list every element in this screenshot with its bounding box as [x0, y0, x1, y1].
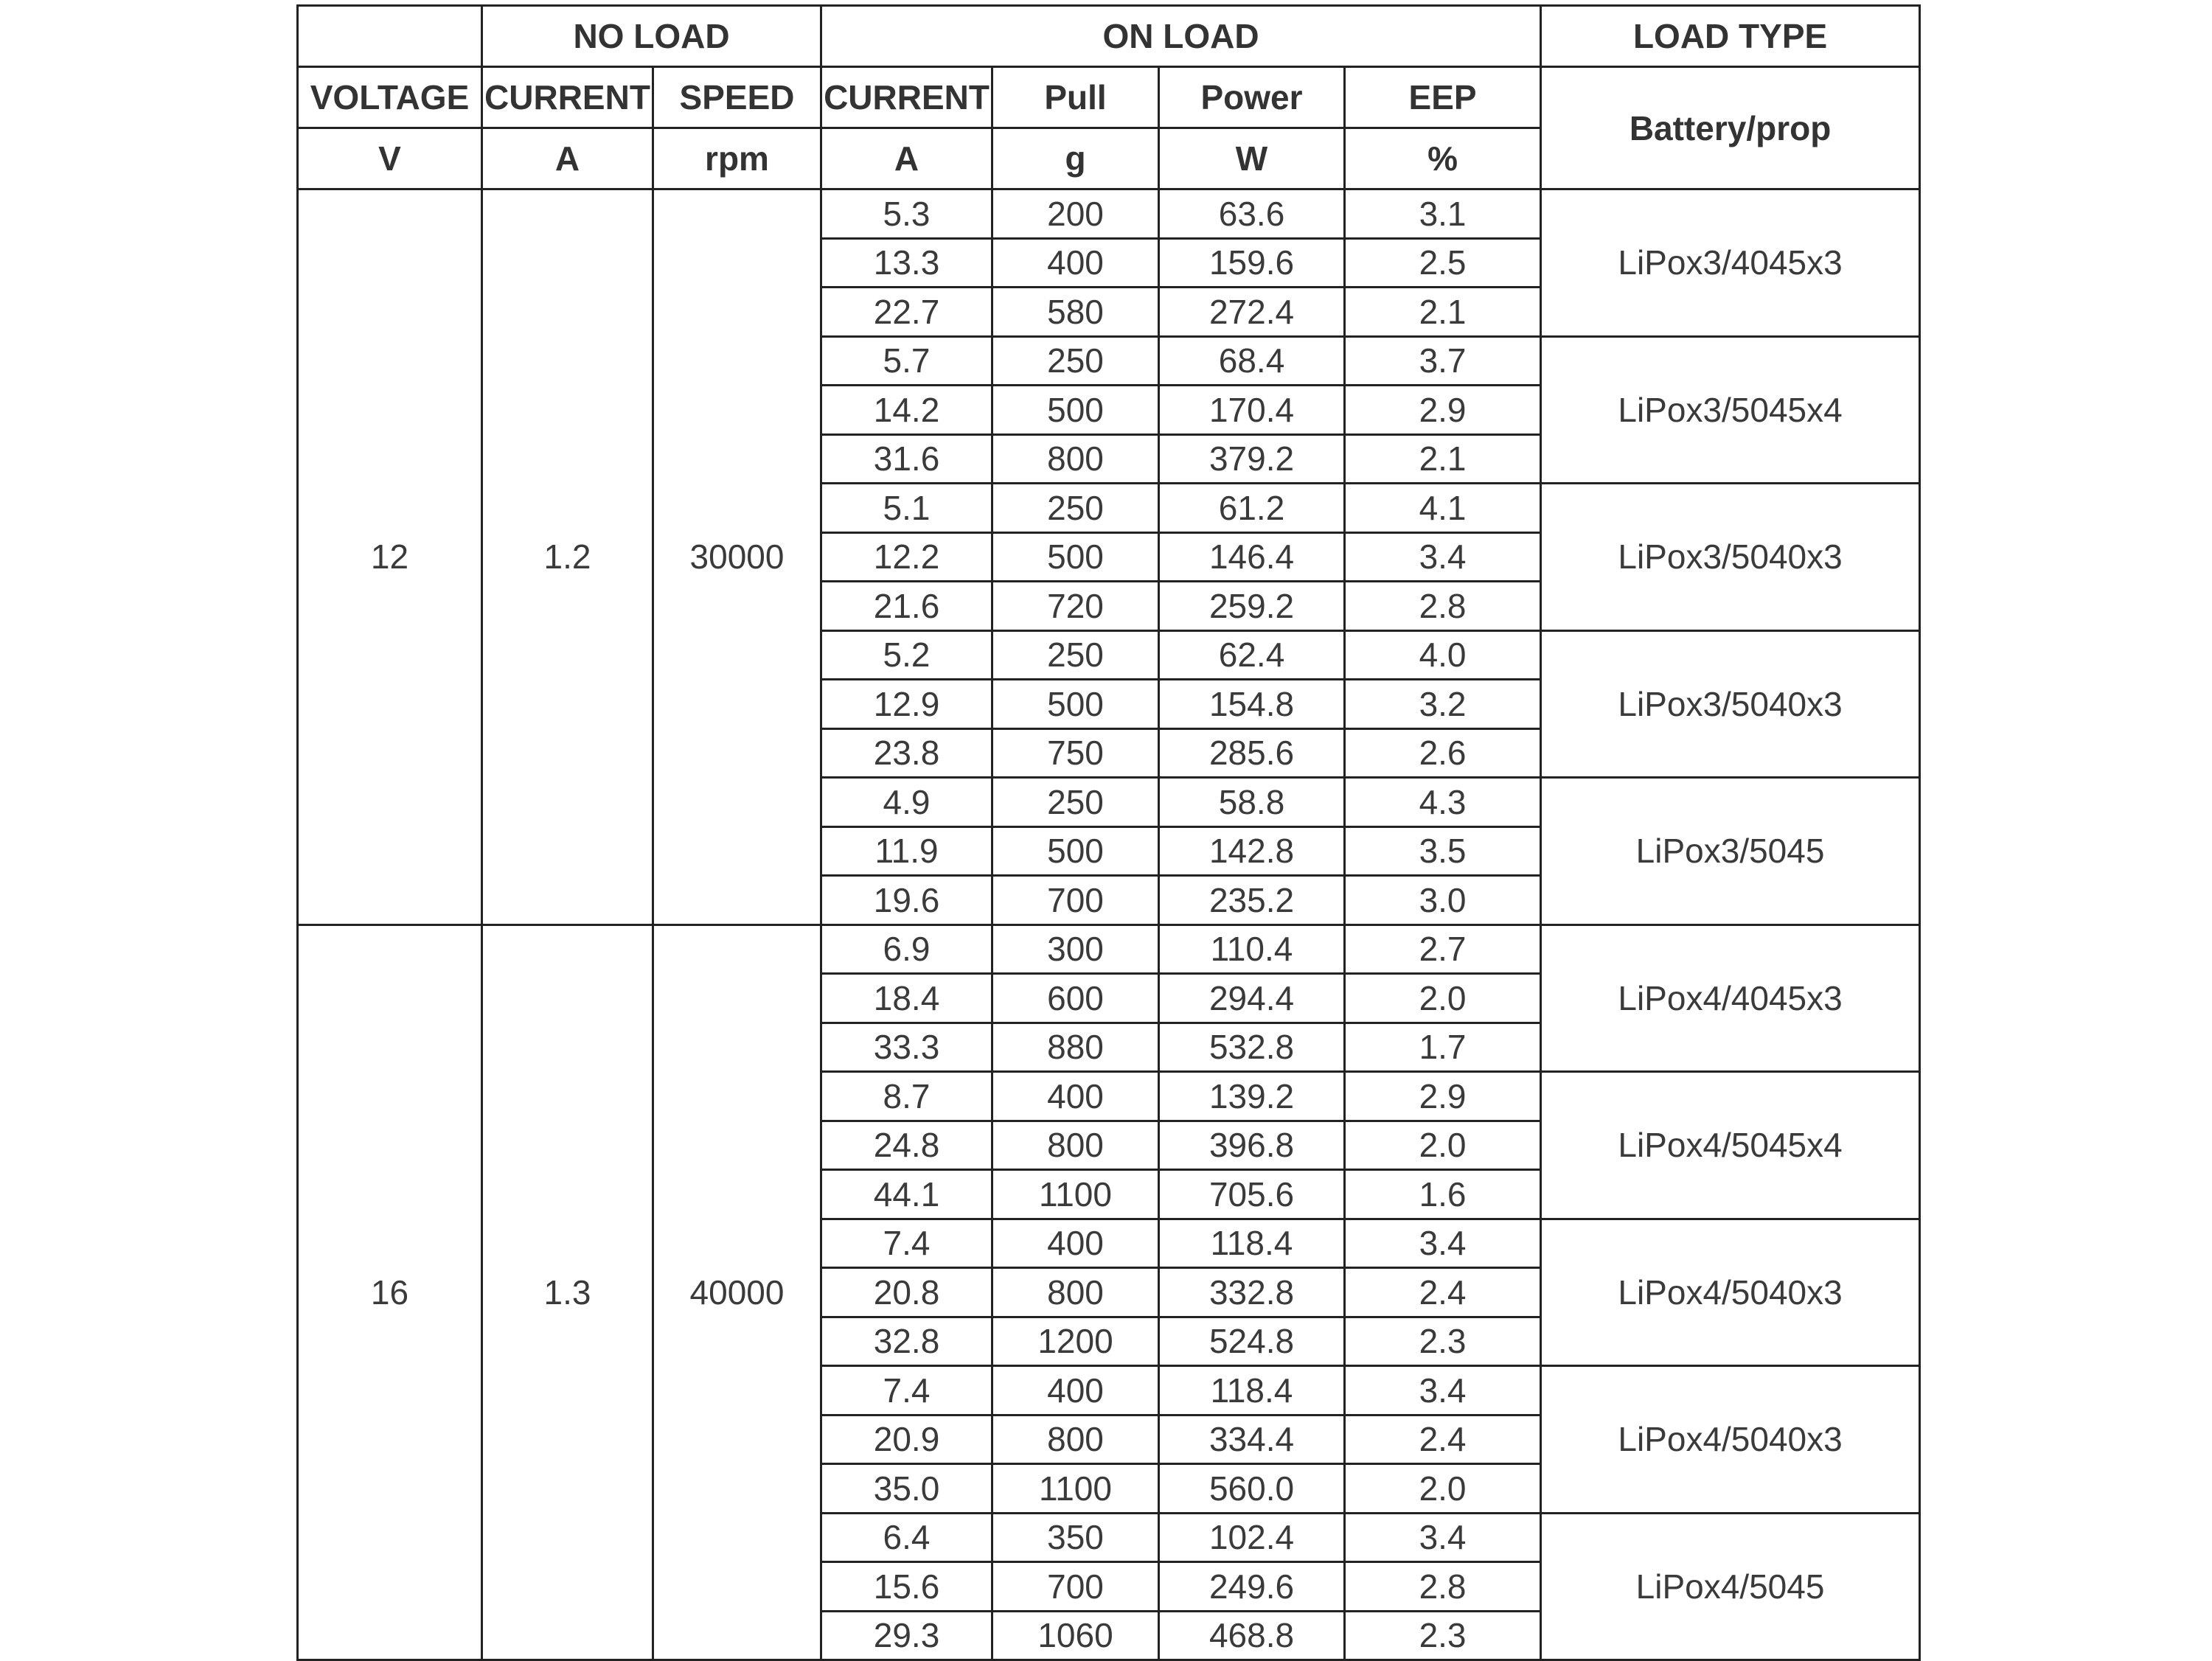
unit-noload-current: A	[482, 128, 653, 189]
load-type-cell: LiPox3/5045	[1541, 778, 1920, 925]
load-type-cell: LiPox4/4045x3	[1541, 924, 1920, 1072]
onload-current-cell: 7.4	[821, 1219, 992, 1268]
eep-cell: 2.4	[1345, 1268, 1541, 1317]
eep-cell: 2.0	[1345, 1121, 1541, 1170]
pull-cell: 1060	[992, 1611, 1159, 1660]
eep-cell: 2.9	[1345, 386, 1541, 435]
pull-cell: 250	[992, 630, 1159, 680]
onload-current-cell: 29.3	[821, 1611, 992, 1660]
pull-cell: 500	[992, 680, 1159, 729]
eep-cell: 2.8	[1345, 582, 1541, 631]
eep-cell: 2.1	[1345, 434, 1541, 484]
power-cell: 560.0	[1159, 1464, 1345, 1514]
power-cell: 379.2	[1159, 434, 1345, 484]
pull-cell: 200	[992, 189, 1159, 239]
power-cell: 524.8	[1159, 1317, 1345, 1366]
power-cell: 396.8	[1159, 1121, 1345, 1170]
pull-cell: 1200	[992, 1317, 1159, 1366]
motor-spec-table	[296, 4, 1921, 1661]
load-type-cell: LiPox4/5045	[1541, 1513, 1920, 1660]
power-cell: 468.8	[1159, 1611, 1345, 1660]
pull-cell: 250	[992, 336, 1159, 386]
eep-cell: 2.5	[1345, 238, 1541, 288]
pull-cell: 500	[992, 532, 1159, 582]
onload-current-cell: 12.9	[821, 680, 992, 729]
pull-cell: 250	[992, 484, 1159, 533]
header-row-columns	[298, 67, 1920, 128]
eep-cell: 1.7	[1345, 1023, 1541, 1072]
onload-current-cell: 20.8	[821, 1268, 992, 1317]
eep-cell: 2.4	[1345, 1415, 1541, 1464]
power-cell: 294.4	[1159, 974, 1345, 1023]
onload-current-cell: 7.4	[821, 1366, 992, 1415]
pull-cell: 720	[992, 582, 1159, 631]
header-row-groups	[298, 6, 1920, 67]
onload-current-cell: 4.9	[821, 778, 992, 827]
onload-current-cell: 19.6	[821, 876, 992, 925]
onload-current-cell: 12.2	[821, 532, 992, 582]
power-cell: 259.2	[1159, 582, 1345, 631]
load-type-cell: LiPox3/4045x3	[1541, 189, 1920, 337]
table-row	[298, 924, 1920, 974]
pull-cell: 800	[992, 434, 1159, 484]
pull-cell: 800	[992, 1121, 1159, 1170]
pull-cell: 700	[992, 1562, 1159, 1612]
pull-cell: 400	[992, 1219, 1159, 1268]
col-speed: SPEED	[653, 67, 821, 128]
onload-current-cell: 5.2	[821, 630, 992, 680]
table-body	[298, 189, 1920, 1660]
onload-current-cell: 5.7	[821, 336, 992, 386]
col-eep: EEP	[1345, 67, 1541, 128]
power-cell: 118.4	[1159, 1366, 1345, 1415]
eep-cell: 3.2	[1345, 680, 1541, 729]
power-cell: 68.4	[1159, 336, 1345, 386]
onload-current-cell: 6.4	[821, 1513, 992, 1562]
load-type-cell: LiPox3/5040x3	[1541, 630, 1920, 778]
power-cell: 142.8	[1159, 826, 1345, 876]
onload-current-cell: 23.8	[821, 728, 992, 778]
pull-cell: 400	[992, 1366, 1159, 1415]
noload-current-cell: 1.2	[482, 189, 653, 925]
onload-current-cell: 15.6	[821, 1562, 992, 1612]
pull-cell: 580	[992, 288, 1159, 337]
onload-current-cell: 21.6	[821, 582, 992, 631]
noload-current-cell: 1.3	[482, 924, 653, 1660]
onload-current-cell: 14.2	[821, 386, 992, 435]
motor-spec-table-container	[296, 4, 1919, 1661]
power-cell: 285.6	[1159, 728, 1345, 778]
pull-cell: 300	[992, 924, 1159, 974]
pull-cell: 800	[992, 1268, 1159, 1317]
col-pull: Pull	[992, 67, 1159, 128]
load-type-cell: LiPox4/5040x3	[1541, 1366, 1920, 1514]
onload-current-cell: 5.1	[821, 484, 992, 533]
power-cell: 61.2	[1159, 484, 1345, 533]
eep-cell: 2.8	[1345, 1562, 1541, 1612]
col-noload-current: CURRENT	[482, 67, 653, 128]
eep-cell: 4.3	[1345, 778, 1541, 827]
power-cell: 532.8	[1159, 1023, 1345, 1072]
load-type-cell: LiPox4/5040x3	[1541, 1219, 1920, 1366]
voltage-cell: 12	[298, 189, 482, 925]
load-type-cell: LiPox3/5040x3	[1541, 484, 1920, 631]
pull-cell: 700	[992, 876, 1159, 925]
eep-cell: 2.7	[1345, 924, 1541, 974]
power-cell: 102.4	[1159, 1513, 1345, 1562]
power-cell: 118.4	[1159, 1219, 1345, 1268]
header-empty-cell	[298, 6, 482, 67]
col-voltage: VOLTAGE	[298, 67, 482, 128]
power-cell: 62.4	[1159, 630, 1345, 680]
onload-current-cell: 13.3	[821, 238, 992, 288]
power-cell: 146.4	[1159, 532, 1345, 582]
eep-cell: 3.4	[1345, 1219, 1541, 1268]
onload-current-cell: 33.3	[821, 1023, 992, 1072]
col-onload-current: CURRENT	[821, 67, 992, 128]
onload-current-cell: 11.9	[821, 826, 992, 876]
pull-cell: 600	[992, 974, 1159, 1023]
eep-cell: 4.0	[1345, 630, 1541, 680]
onload-current-cell: 44.1	[821, 1170, 992, 1219]
unit-speed: rpm	[653, 128, 821, 189]
eep-cell: 3.1	[1345, 189, 1541, 239]
eep-cell: 2.9	[1345, 1072, 1541, 1121]
voltage-cell: 16	[298, 924, 482, 1660]
power-cell: 159.6	[1159, 238, 1345, 288]
eep-cell: 2.0	[1345, 974, 1541, 1023]
header-on-load: ON LOAD	[821, 6, 1541, 67]
eep-cell: 3.5	[1345, 826, 1541, 876]
eep-cell: 2.3	[1345, 1317, 1541, 1366]
eep-cell: 3.0	[1345, 876, 1541, 925]
onload-current-cell: 24.8	[821, 1121, 992, 1170]
onload-current-cell: 8.7	[821, 1072, 992, 1121]
power-cell: 705.6	[1159, 1170, 1345, 1219]
onload-current-cell: 20.9	[821, 1415, 992, 1464]
pull-cell: 400	[992, 1072, 1159, 1121]
power-cell: 154.8	[1159, 680, 1345, 729]
power-cell: 139.2	[1159, 1072, 1345, 1121]
eep-cell: 2.1	[1345, 288, 1541, 337]
power-cell: 272.4	[1159, 288, 1345, 337]
unit-eep: %	[1345, 128, 1541, 189]
pull-cell: 800	[992, 1415, 1159, 1464]
unit-power: W	[1159, 128, 1345, 189]
onload-current-cell: 31.6	[821, 434, 992, 484]
onload-current-cell: 18.4	[821, 974, 992, 1023]
power-cell: 110.4	[1159, 924, 1345, 974]
eep-cell: 1.6	[1345, 1170, 1541, 1219]
header-no-load: NO LOAD	[482, 6, 821, 67]
eep-cell: 3.4	[1345, 532, 1541, 582]
pull-cell: 1100	[992, 1464, 1159, 1514]
speed-cell: 40000	[653, 924, 821, 1660]
col-power: Power	[1159, 67, 1345, 128]
eep-cell: 3.7	[1345, 336, 1541, 386]
eep-cell: 2.6	[1345, 728, 1541, 778]
eep-cell: 3.4	[1345, 1366, 1541, 1415]
pull-cell: 880	[992, 1023, 1159, 1072]
power-cell: 334.4	[1159, 1415, 1345, 1464]
pull-cell: 350	[992, 1513, 1159, 1562]
table-header	[298, 6, 1920, 189]
table-row	[298, 189, 1920, 239]
col-battery-prop: Battery/prop	[1541, 67, 1920, 189]
power-cell: 235.2	[1159, 876, 1345, 925]
power-cell: 249.6	[1159, 1562, 1345, 1612]
pull-cell: 250	[992, 778, 1159, 827]
power-cell: 58.8	[1159, 778, 1345, 827]
pull-cell: 750	[992, 728, 1159, 778]
pull-cell: 1100	[992, 1170, 1159, 1219]
pull-cell: 400	[992, 238, 1159, 288]
speed-cell: 30000	[653, 189, 821, 925]
unit-pull: g	[992, 128, 1159, 189]
unit-voltage: V	[298, 128, 482, 189]
eep-cell: 2.3	[1345, 1611, 1541, 1660]
eep-cell: 3.4	[1345, 1513, 1541, 1562]
header-load-type: LOAD TYPE	[1541, 6, 1920, 67]
onload-current-cell: 35.0	[821, 1464, 992, 1514]
pull-cell: 500	[992, 826, 1159, 876]
eep-cell: 4.1	[1345, 484, 1541, 533]
power-cell: 63.6	[1159, 189, 1345, 239]
onload-current-cell: 22.7	[821, 288, 992, 337]
power-cell: 332.8	[1159, 1268, 1345, 1317]
pull-cell: 500	[992, 386, 1159, 435]
eep-cell: 2.0	[1345, 1464, 1541, 1514]
onload-current-cell: 32.8	[821, 1317, 992, 1366]
load-type-cell: LiPox3/5045x4	[1541, 336, 1920, 484]
onload-current-cell: 6.9	[821, 924, 992, 974]
load-type-cell: LiPox4/5045x4	[1541, 1072, 1920, 1219]
unit-onload-current: A	[821, 128, 992, 189]
onload-current-cell: 5.3	[821, 189, 992, 239]
power-cell: 170.4	[1159, 386, 1345, 435]
